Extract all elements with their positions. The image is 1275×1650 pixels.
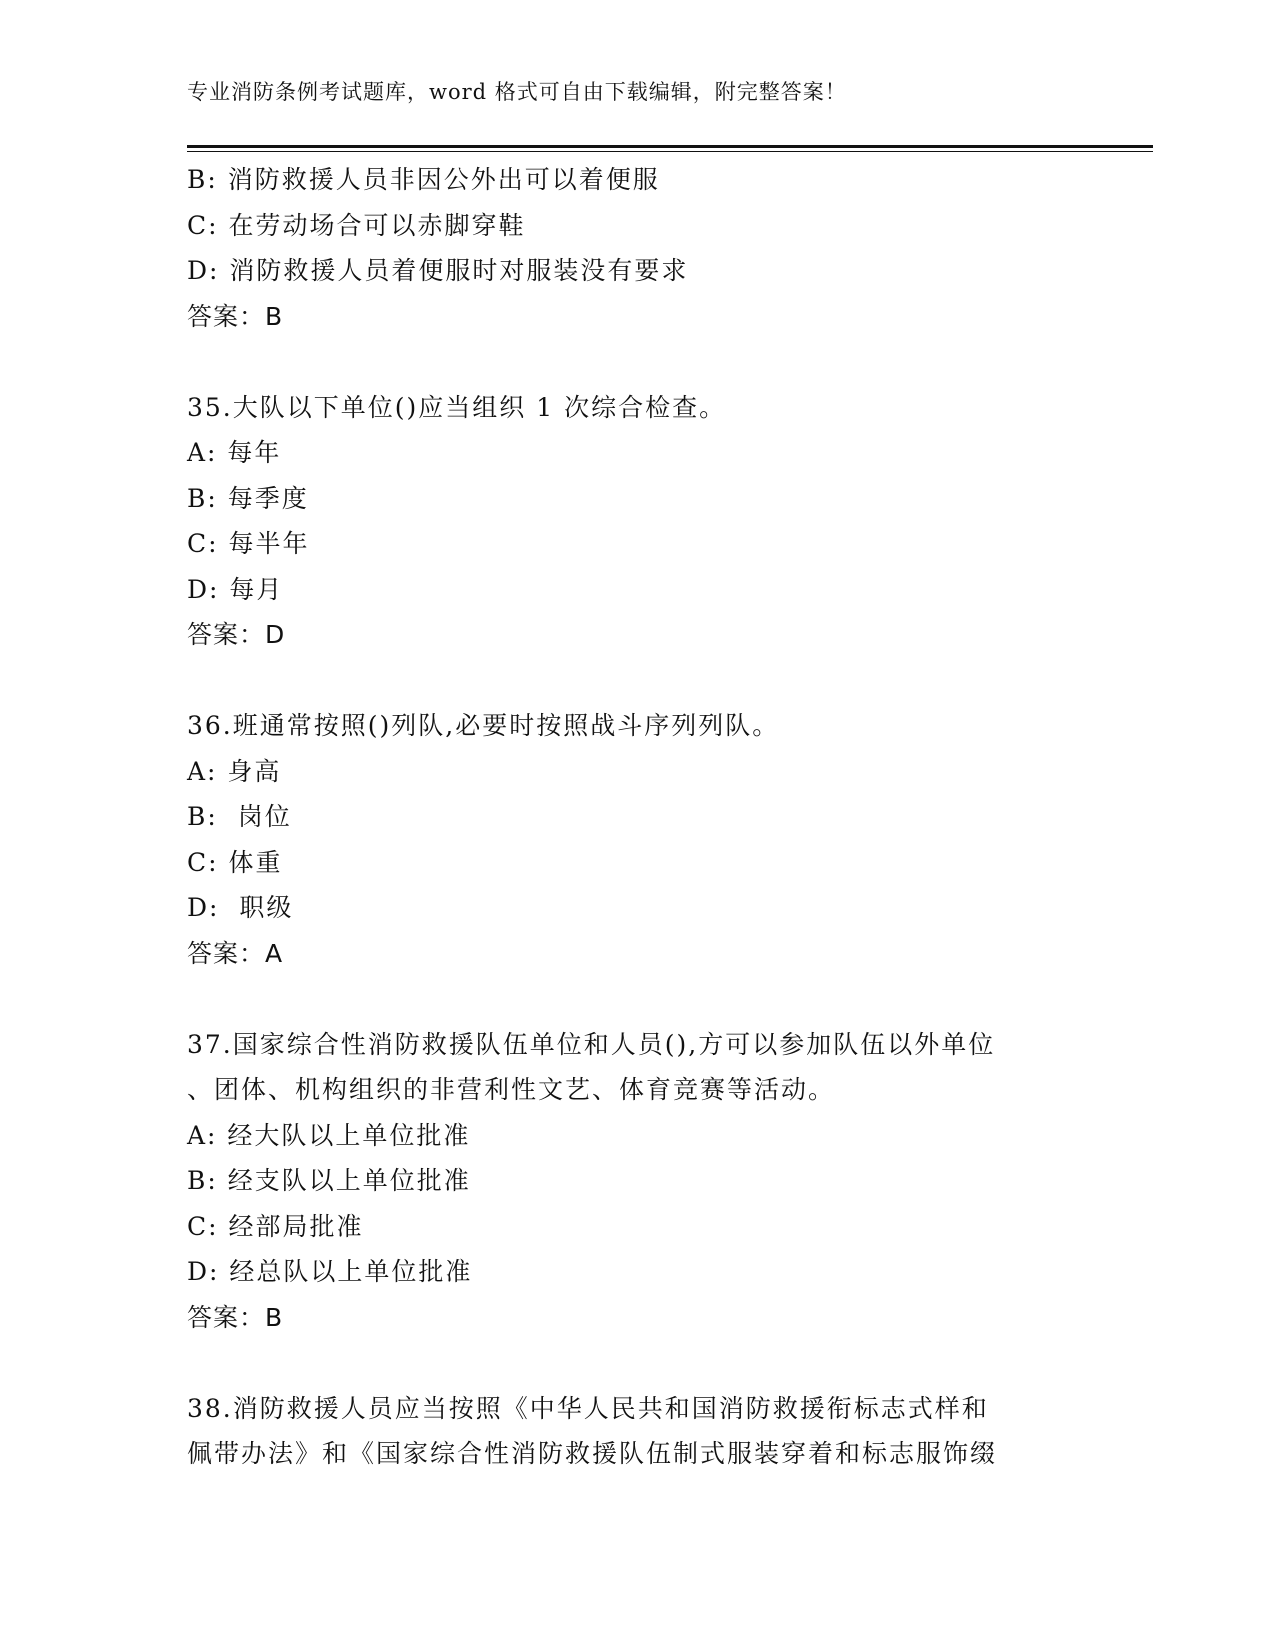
option-b: B: 经支队以上单位批准 — [187, 1166, 471, 1195]
option-b: B: 消防救援人员非因公外出可以着便服 — [187, 165, 660, 194]
option-b: B: 每季度 — [187, 483, 309, 513]
answer-line: 答案：D — [187, 620, 286, 649]
answer-line: 答案：B — [187, 1302, 284, 1332]
question-text-continued: 佩带办法》和《国家综合性消防救援队伍制式服装穿着和标志服饰缀 — [187, 1439, 998, 1468]
header-rule-thin — [187, 151, 1153, 152]
question-block-37 — [187, 1022, 1153, 1341]
answer-line: 答案：B — [187, 301, 284, 331]
option-a: A: 每年 — [187, 438, 282, 467]
question-block-36 — [187, 703, 1153, 976]
question-content — [187, 157, 1153, 1477]
page-header: 专业消防条例考试题库，word 格式可自由下载编辑，附完整答案！ — [187, 80, 847, 104]
question-text: 38.消防救援人员应当按照《中华人民共和国消防救援衔标志式样和 — [187, 1393, 989, 1423]
option-a: A: 经大队以上单位批准 — [187, 1120, 471, 1150]
option-b: B: 岗位 — [187, 802, 292, 831]
option-c: C: 每半年 — [187, 529, 310, 558]
answer-line: 答案：A — [187, 938, 284, 968]
option-a: A: 身高 — [187, 756, 282, 786]
question-text: 35.大队以下单位()应当组织 1 次综合检查。 — [187, 392, 727, 422]
question-block-35 — [187, 385, 1153, 658]
question-block-34 — [187, 157, 1153, 339]
header-rule-thick — [187, 145, 1153, 148]
option-c: C: 体重 — [187, 847, 283, 877]
question-text: 36.班通常按照()列队,必要时按照战斗序列列队。 — [187, 711, 780, 740]
question-text-continued: 、团体、机构组织的非营利性文艺、体育竞赛等活动。 — [187, 1075, 836, 1104]
option-d: D: 每月 — [187, 574, 284, 604]
option-d: D: 消防救援人员着便服时对服装没有要求 — [187, 256, 689, 285]
option-d: D: 职级 — [187, 893, 294, 922]
question-text: 37.国家综合性消防救援队伍单位和人员(),方可以参加队伍以外单位 — [187, 1029, 996, 1059]
option-c: C: 经部局批准 — [187, 1211, 364, 1241]
question-block-38 — [187, 1386, 1153, 1477]
option-d: D: 经总队以上单位批准 — [187, 1257, 473, 1286]
option-c: C: 在劳动场合可以赤脚穿鞋 — [187, 210, 526, 240]
